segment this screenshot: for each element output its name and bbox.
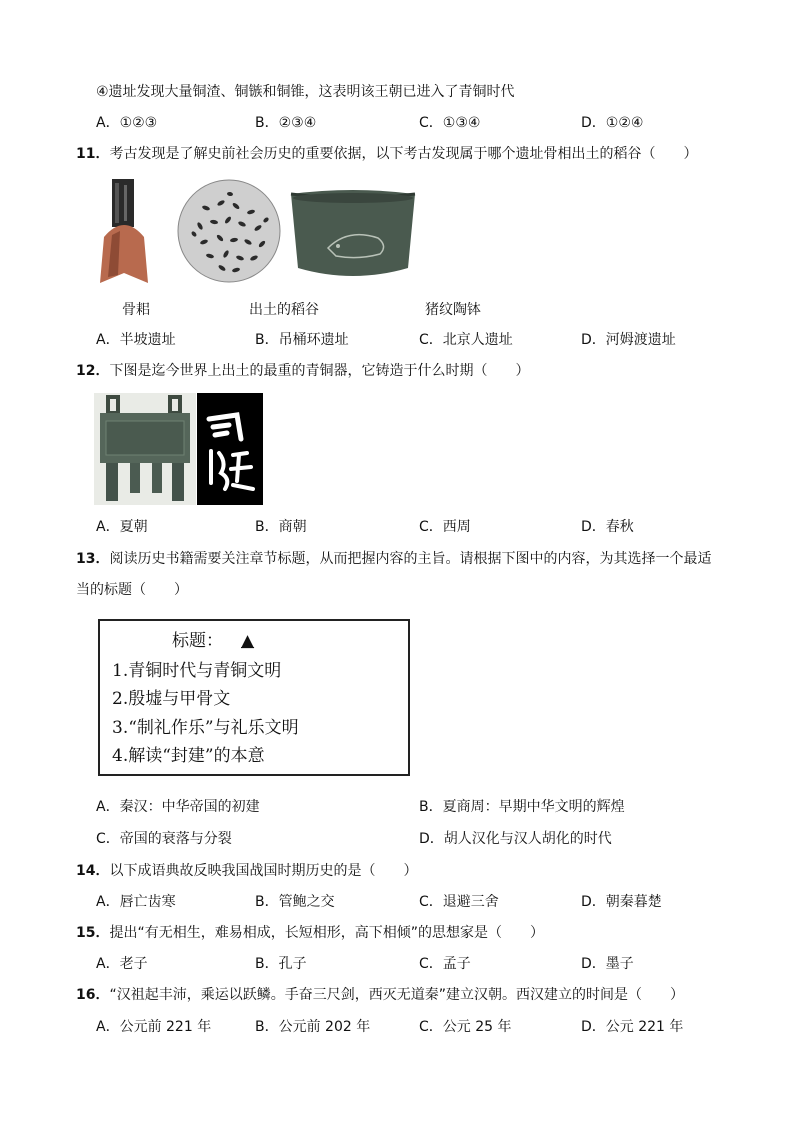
q13-option-c: C．帝国的衰落与分裂 bbox=[96, 831, 232, 847]
outline-title bbox=[172, 629, 254, 653]
q16-stem bbox=[76, 985, 684, 1005]
q15-option-b: B．孔子 bbox=[255, 956, 307, 972]
q12-option-c: C．西周 bbox=[419, 519, 471, 535]
q15-option-c: C．孟子 bbox=[419, 956, 471, 972]
q15-number: 15． bbox=[76, 925, 110, 941]
q14-number: 14． bbox=[76, 863, 110, 879]
q14-text: 以下成语典故反映我国战国时期历史的是（ ） bbox=[109, 863, 418, 879]
pig-pattern-bowl-image bbox=[288, 188, 418, 280]
q10-option-d: D．①②④ bbox=[581, 115, 644, 131]
q11-option-c: C．北京人遗址 bbox=[419, 332, 513, 348]
q10-option-a: A．①②③ bbox=[96, 115, 158, 131]
bone-spade-image bbox=[94, 177, 154, 287]
caption-pig-bowl: 猪纹陶钵 bbox=[425, 302, 481, 318]
outline-item-3: 3.“制礼作乐”与礼乐文明 bbox=[112, 718, 299, 738]
q16-number: 16． bbox=[76, 987, 110, 1003]
q14-option-c: C．退避三舍 bbox=[419, 894, 499, 910]
q12-number: 12． bbox=[76, 363, 110, 379]
q14-option-b: B．管鲍之交 bbox=[255, 894, 335, 910]
q12-option-a: A．夏朝 bbox=[96, 519, 148, 535]
q16-option-b: B．公元前 202 年 bbox=[255, 1019, 371, 1035]
q13-stem-line1 bbox=[76, 549, 711, 569]
q12-option-d: D．春秋 bbox=[581, 519, 634, 535]
outline-item-1: 1.青铜时代与青铜文明 bbox=[112, 661, 282, 681]
q15-stem bbox=[76, 923, 544, 943]
q12-option-b: B．商朝 bbox=[255, 519, 307, 535]
outline-title-label: 标题： bbox=[172, 631, 223, 651]
q10-option-b: B．②③④ bbox=[255, 115, 317, 131]
q14-option-d: D．朝秦暮楚 bbox=[581, 894, 662, 910]
q16-option-a: A．公元前 221 年 bbox=[96, 1019, 212, 1035]
q15-option-a: A．老子 bbox=[96, 956, 148, 972]
q11-number: 11． bbox=[76, 146, 110, 162]
q13-option-b: B．夏商周：早期中华文明的辉煌 bbox=[419, 799, 625, 815]
q11-text: 考古发现是了解史前社会历史的重要依据，以下考古发现属于哪个遗址骨相出土的稻谷（ ） bbox=[109, 146, 698, 162]
q15-option-d: D．墨子 bbox=[581, 956, 634, 972]
q10-option-c: C．①③④ bbox=[419, 115, 481, 131]
q13-stem-line2: 当的标题（ ） bbox=[76, 582, 188, 598]
q14-option-a: A．唇亡齿寒 bbox=[96, 894, 176, 910]
q11-stem bbox=[76, 144, 697, 164]
caption-rice: 出土的稻谷 bbox=[249, 302, 319, 318]
q16-option-c: C．公元 25 年 bbox=[419, 1019, 512, 1035]
q11-option-a: A．半坡遗址 bbox=[96, 332, 176, 348]
q10-statement-4: ④遗址发现大量铜渣、铜镞和铜锥，这表明该王朝已进入了青铜时代 bbox=[96, 84, 515, 100]
outline-title-marker: ▲ bbox=[241, 631, 255, 651]
q13-text-1: 阅读历史书籍需要关注章节标题，从而把握内容的主旨。请根据下图中的内容，为其选择一个最适 bbox=[109, 551, 712, 567]
caption-bone-spade: 骨耜 bbox=[122, 302, 150, 318]
bronze-ding-image bbox=[94, 393, 196, 505]
rice-grains-image bbox=[176, 178, 282, 284]
q15-text: 提出“有无相生，难易相成，长短相形，高下相倾”的思想家是（ ） bbox=[109, 925, 544, 941]
q13-option-a: A．秦汉：中华帝国的初建 bbox=[96, 799, 260, 815]
q16-text: “汉祖起丰沛，乘运以跃鳞。手奋三尺剑，西灭无道秦”建立汉朝。西汉建立的时间是（ ） bbox=[109, 987, 684, 1003]
q12-text: 下图是迄今世界上出土的最重的青铜器，它铸造于什么时期（ ） bbox=[109, 363, 530, 379]
q12-stem bbox=[76, 361, 529, 381]
q13-number: 13． bbox=[76, 551, 110, 567]
q16-option-d: D．公元 221 年 bbox=[581, 1019, 684, 1035]
q11-option-d: D．河姆渡遗址 bbox=[581, 332, 676, 348]
outline-item-2: 2.殷墟与甲骨文 bbox=[112, 689, 231, 709]
q13-option-d: D．胡人汉化与汉人胡化的时代 bbox=[419, 831, 612, 847]
q14-stem bbox=[76, 861, 417, 881]
chapter-outline-box bbox=[98, 619, 410, 776]
outline-item-4: 4.解读“封建”的本意 bbox=[112, 746, 265, 766]
q11-option-b: B．吊桶环遗址 bbox=[255, 332, 349, 348]
inscription-image bbox=[197, 393, 263, 505]
